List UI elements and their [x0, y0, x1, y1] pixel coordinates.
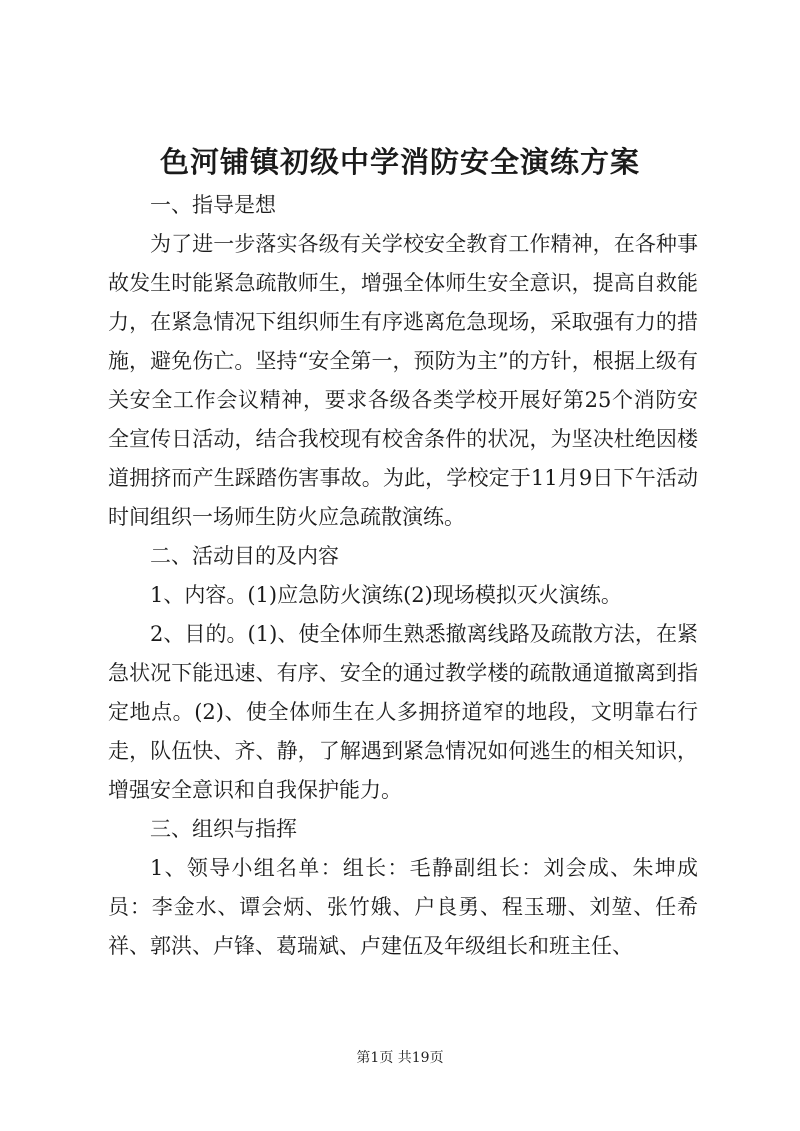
paragraph: 1、领导小组名单：组长：毛静副组长：刘会成、朱坤成员：李金水、谭会炳、张竹娥、户良勇、程玉珊、刘堃、任希祥、郭洪、卢锋、葛瑞斌、卢建伍及年级组长和班主任、: [108, 856, 698, 958]
section-heading: 三、组织与指挥: [150, 817, 297, 841]
section-heading: 二、活动目的及内容: [150, 544, 339, 568]
section-heading: 一、指导是想: [150, 193, 276, 217]
page-footer: 第1页 共19页: [356, 1050, 444, 1066]
paragraph: 2、目的。(1)、使全体师生熟悉撤离线路及疏散方法，在紧急状况下能迅速、有序、安全的通过教学楼的疏散通道撤离到指定地点。(2)、使全体师生在人多拥挤道窄的地段，文明靠右行走，队伍快、齐、静，了解遇到紧急情况如何逃生的相关知识，增强安全意识和自我保护能力。: [108, 622, 698, 802]
paragraph: 1、内容。(1)应急防火演练(2)现场模拟灭火演练。: [150, 583, 622, 607]
paragraph: 为了进一步落实各级有关学校安全教育工作精神，在各种事故发生时能紧急疏散师生，增强全体师生安全意识，提高自救能力，在紧急情况下组织师生有序逃离危急现场，采取强有力的措施，避免伤亡。坚持“安全第一，预防为主”的方针，根据上级有关安全工作会议精神，要求各级各类学校开展好第25个消防安全宣传日活动，结合我校现有校舍条件的状况，为坚决杜绝因楼道拥挤而产生踩踏伤害事故。为此，学校定于11月9日下午活动时间组织一场师生防火应急疏散演练。: [108, 232, 698, 529]
document-title: 色河铺镇初级中学消防安全演练方案: [159, 145, 640, 179]
document-body: [108, 186, 698, 966]
